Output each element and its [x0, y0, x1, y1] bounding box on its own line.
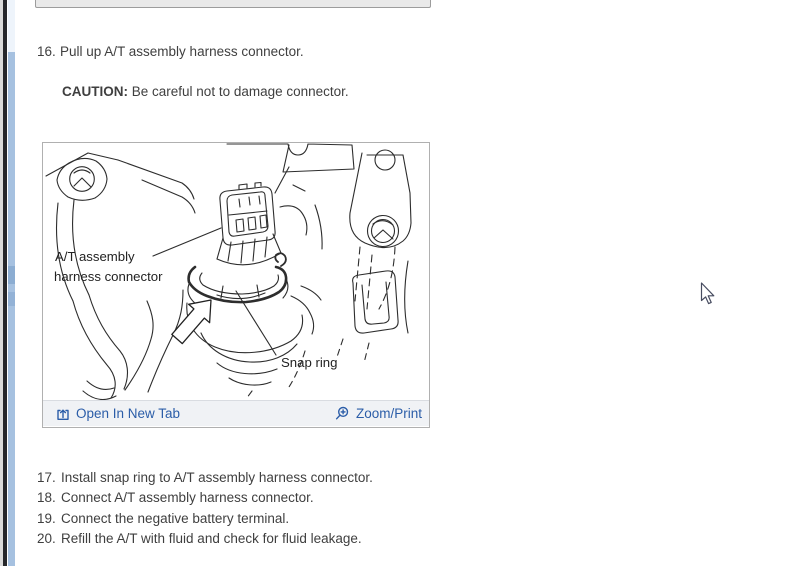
magnifier-plus-icon: [335, 406, 350, 421]
step-17-number: 17.: [37, 470, 56, 485]
left-scrollbar-thumb[interactable]: [8, 52, 15, 566]
step-18-text: Connect A/T assembly harness connector.: [61, 490, 314, 506]
step-20: [37, 529, 373, 549]
diagram-connector-plug: [217, 183, 281, 265]
diagram-center-tube: [125, 290, 183, 392]
step-16: [37, 44, 304, 59]
harness-connector-diagram: [43, 143, 429, 400]
diagram-direction-arrow: [172, 300, 211, 344]
step-17-text: Install snap ring to A/T assembly harness connector.: [61, 470, 373, 485]
step-18-number: 18.: [37, 490, 56, 506]
diagram-snap-ring: [188, 253, 288, 304]
caution-text: Be careful not to damage connector.: [131, 84, 349, 99]
scrollbar-shade-1: [8, 266, 15, 284]
step-20-text: Refill the A/T with fluid and check for fluid leakage.: [61, 530, 362, 546]
step-20-number: 20.: [37, 530, 56, 546]
diagram-label-connector-line1: A/T assembly: [55, 249, 135, 264]
open-in-new-tab-link[interactable]: [56, 406, 180, 421]
diagram-left-member: [57, 200, 128, 400]
diagram-bolt-top-left: [46, 153, 118, 200]
diagram-label-connector-line2: harness connector: [54, 269, 163, 284]
step-17: [37, 468, 373, 488]
figure-toolbar: [43, 400, 429, 426]
step-18: [37, 488, 373, 508]
caution-note: [62, 84, 349, 99]
left-scrollbar-track[interactable]: [8, 0, 15, 566]
caution-label: CAUTION:: [62, 84, 128, 99]
steps-list: [37, 468, 373, 549]
zoom-print-link[interactable]: [335, 406, 422, 421]
diagram-bolt-right: [293, 150, 411, 333]
leader-line-connector: [153, 228, 221, 256]
scrollbar-shade-2: [8, 292, 15, 306]
open-in-new-tab-label: Open In New Tab: [76, 406, 181, 421]
figure-container: [42, 142, 430, 428]
step-16-text: Pull up A/T assembly harness connector.: [60, 44, 304, 59]
step-19: [37, 509, 373, 529]
mouse-cursor: [700, 282, 718, 306]
step-19-number: 19.: [37, 510, 56, 526]
previous-figure-bottom-edge: [35, 0, 431, 8]
zoom-print-label: Zoom/Print: [355, 406, 422, 421]
diagram-label-snap-ring: Snap ring: [281, 355, 338, 370]
open-in-new-tab-icon: [56, 407, 70, 421]
step-19-text: Connect the negative battery terminal.: [61, 510, 290, 526]
step-16-number: 16.: [37, 44, 56, 59]
